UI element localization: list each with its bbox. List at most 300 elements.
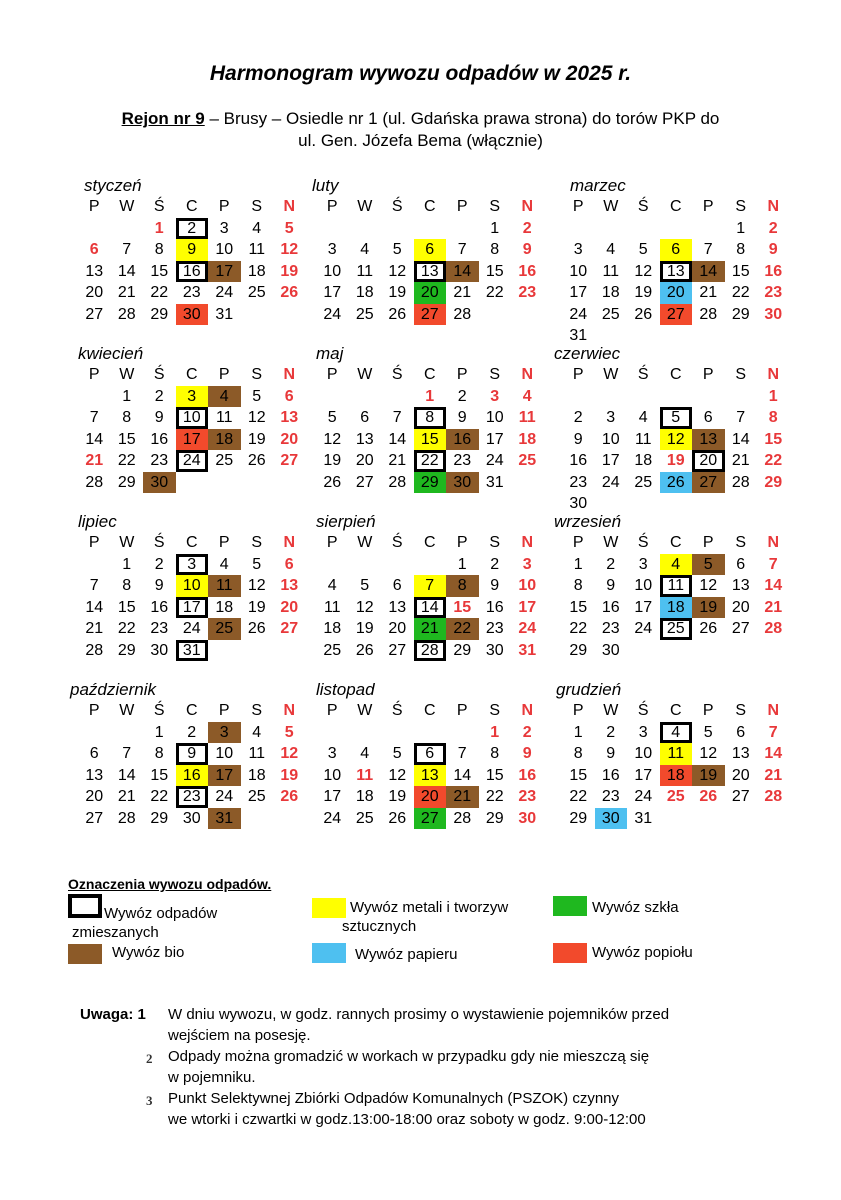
day-cell: 16	[150, 598, 169, 616]
empty-cell	[78, 722, 111, 744]
mixed-waste-label-line1: Wywóz odpadów	[104, 905, 218, 922]
day-cell: 15	[485, 262, 504, 280]
day-cell: 25	[247, 788, 266, 805]
day-cell: 21	[414, 618, 447, 640]
day-cell: 26	[280, 788, 299, 805]
weekday-header: W	[357, 534, 373, 551]
day-cell: 20	[414, 786, 447, 808]
paper-label: Wywóz papieru	[355, 946, 458, 963]
day-cell: 13	[414, 765, 447, 787]
day-cell: 2	[187, 723, 197, 741]
day-cell: 23	[601, 620, 620, 637]
weekday-header: P	[218, 702, 230, 719]
weekday-header: P	[88, 702, 100, 719]
day-cell: 25	[634, 473, 653, 491]
day-cell: 1	[490, 219, 500, 237]
empty-cell	[414, 218, 447, 240]
day-cell: 20	[388, 620, 407, 637]
day-cell: 27	[85, 809, 104, 827]
day-cell: 17	[208, 765, 241, 787]
day-cell: 19	[280, 262, 299, 280]
day-cell: 5	[392, 241, 402, 258]
day-cell: 5	[252, 387, 262, 405]
weekday-header: P	[456, 198, 468, 215]
weekday-header: N	[521, 366, 534, 383]
day-cell: 10	[176, 575, 209, 597]
day-cell: 1	[122, 387, 132, 405]
day-cell: 30	[150, 641, 169, 659]
weekday-header: W	[603, 198, 619, 215]
day-cell: 8	[768, 409, 778, 426]
day-cell: 22	[569, 788, 588, 805]
weekday-header: P	[572, 198, 584, 215]
day-cell: 7	[457, 241, 467, 258]
day-cell: 6	[414, 743, 447, 765]
empty-cell	[381, 722, 414, 744]
empty-cell	[381, 554, 414, 576]
day-cell: 30	[595, 808, 628, 830]
weekday-header: S	[251, 198, 263, 215]
empty-cell	[692, 218, 725, 240]
day-cell: 9	[522, 745, 532, 762]
day-cell: 15	[485, 766, 504, 784]
day-cell: 25	[666, 788, 685, 805]
day-cell: 7	[89, 577, 99, 594]
day-cell: 25	[660, 618, 693, 640]
day-cell: 12	[280, 241, 299, 258]
day-cell: 5	[284, 219, 294, 237]
day-cell: 26	[388, 305, 407, 323]
day-cell: 10	[601, 430, 620, 448]
note-1-line2: wejściem na posesję.	[168, 1027, 311, 1044]
month-name: maj	[316, 344, 344, 363]
empty-cell	[627, 218, 660, 240]
weekday-header: P	[326, 534, 338, 551]
day-cell: 10	[569, 262, 588, 280]
day-cell: 12	[280, 745, 299, 762]
day-cell: 5	[360, 577, 370, 594]
day-cell: 9	[154, 409, 164, 426]
weekday-header: Ś	[153, 366, 165, 383]
day-cell: 31	[569, 327, 588, 344]
weekday-header: P	[572, 534, 584, 551]
day-cell: 13	[280, 409, 299, 426]
day-cell: 21	[117, 284, 136, 301]
day-cell: 17	[485, 430, 504, 448]
weekday-header: Ś	[391, 366, 403, 383]
day-cell: 29	[764, 473, 783, 491]
weekday-header: C	[185, 702, 198, 719]
day-cell: 5	[692, 554, 725, 576]
day-cell: 28	[764, 620, 783, 637]
empty-cell	[692, 386, 725, 408]
empty-cell	[316, 554, 349, 576]
day-cell: 24	[569, 305, 588, 323]
day-cell: 23	[150, 620, 169, 637]
region-label: Rejon nr 9	[121, 109, 205, 128]
day-cell: 4	[360, 745, 370, 762]
day-cell: 31	[634, 809, 653, 827]
day-cell: 30	[143, 472, 176, 494]
day-cell: 6	[284, 387, 294, 405]
day-cell: 23	[182, 284, 201, 301]
day-cell: 21	[85, 452, 104, 469]
day-cell: 24	[323, 305, 342, 323]
month-grid	[316, 196, 544, 325]
day-cell: 25	[208, 618, 241, 640]
day-cell: 29	[453, 641, 472, 659]
day-cell: 7	[414, 575, 447, 597]
weekday-header: P	[702, 534, 714, 551]
notes-label: Uwaga: 1	[80, 1006, 146, 1023]
day-cell: 25	[355, 305, 374, 323]
day-cell: 30	[569, 495, 588, 512]
empty-cell	[111, 722, 144, 744]
day-cell: 27	[280, 452, 299, 469]
weekday-header: C	[423, 366, 436, 383]
weekday-header: P	[218, 534, 230, 551]
day-cell: 14	[453, 766, 472, 784]
weekday-header: W	[603, 534, 619, 551]
day-cell: 19	[692, 765, 725, 787]
metal-plastic-swatch	[312, 898, 346, 918]
day-cell: 25	[518, 452, 537, 469]
month-name: styczeń	[84, 176, 142, 195]
day-cell: 3	[638, 555, 648, 573]
day-cell: 15	[117, 430, 136, 448]
day-cell: 18	[518, 430, 537, 448]
day-cell: 12	[388, 262, 407, 280]
day-cell: 2	[573, 409, 583, 426]
day-cell: 18	[601, 284, 620, 301]
weekday-header: P	[88, 534, 100, 551]
day-cell: 13	[731, 745, 750, 762]
day-cell: 13	[388, 598, 407, 616]
weekday-header: P	[326, 366, 338, 383]
day-cell: 16	[176, 261, 209, 283]
day-cell: 26	[247, 452, 266, 469]
empty-cell	[381, 386, 414, 408]
day-cell: 30	[518, 809, 537, 827]
day-cell: 26	[388, 809, 407, 827]
empty-cell	[78, 218, 111, 240]
day-cell: 7	[89, 409, 99, 426]
weekday-header: W	[119, 366, 135, 383]
empty-cell	[595, 386, 628, 408]
day-cell: 21	[85, 620, 104, 637]
day-cell: 23	[764, 284, 783, 301]
day-cell: 22	[764, 452, 783, 469]
weekday-header: P	[218, 366, 230, 383]
month-name: luty	[312, 176, 339, 195]
day-cell: 7	[703, 241, 713, 258]
day-cell: 17	[601, 452, 620, 469]
day-cell: 28	[117, 809, 136, 827]
weekday-header: Ś	[637, 534, 649, 551]
empty-cell	[316, 386, 349, 408]
day-cell: 13	[85, 766, 104, 784]
day-cell: 12	[323, 430, 342, 448]
day-cell: 23	[453, 452, 472, 469]
day-cell: 15	[764, 430, 783, 448]
day-cell: 1	[425, 387, 435, 405]
day-cell: 13	[280, 577, 299, 594]
day-cell: 12	[699, 577, 718, 594]
day-cell: 22	[485, 788, 504, 805]
month-name: kwiecień	[78, 344, 144, 363]
day-cell: 19	[280, 766, 299, 784]
day-cell: 10	[323, 766, 342, 784]
day-cell: 22	[485, 284, 504, 301]
weekday-header: C	[185, 366, 198, 383]
weekday-header: S	[735, 198, 747, 215]
day-cell: 11	[208, 575, 241, 597]
day-cell: 15	[150, 262, 169, 280]
day-cell: 26	[247, 620, 266, 637]
day-cell: 3	[490, 387, 500, 405]
month-grid	[78, 364, 306, 493]
day-cell: 14	[117, 766, 136, 784]
day-cell: 8	[122, 409, 132, 426]
day-cell: 22	[150, 284, 169, 301]
day-cell: 20	[280, 430, 299, 448]
day-cell: 20	[660, 282, 693, 304]
day-cell: 18	[660, 765, 693, 787]
month-name: lipiec	[78, 512, 117, 531]
day-cell: 20	[731, 598, 750, 616]
weekday-header: C	[185, 534, 198, 551]
day-cell: 19	[388, 284, 407, 301]
weekday-header: P	[326, 702, 338, 719]
weekday-header: S	[489, 366, 501, 383]
day-cell: 15	[117, 598, 136, 616]
day-cell: 21	[388, 452, 407, 469]
weekday-header: C	[669, 534, 682, 551]
day-cell: 9	[768, 241, 778, 258]
day-cell: 7	[457, 745, 467, 762]
weekday-header: C	[669, 198, 682, 215]
day-cell: 12	[660, 429, 693, 451]
day-cell: 10	[518, 577, 537, 594]
day-cell: 11	[356, 262, 374, 280]
day-cell: 16	[601, 598, 620, 616]
weekday-header: N	[283, 702, 296, 719]
day-cell: 1	[154, 723, 164, 741]
day-cell: 8	[573, 745, 583, 762]
day-cell: 1	[573, 555, 583, 573]
day-cell: 13	[660, 261, 693, 283]
day-cell: 6	[284, 555, 294, 573]
day-cell: 18	[323, 620, 342, 637]
day-cell: 30	[446, 472, 479, 494]
day-cell: 20	[85, 284, 104, 301]
day-cell: 16	[518, 766, 537, 784]
month-name: grudzień	[556, 680, 622, 699]
day-cell: 17	[323, 284, 342, 301]
day-cell: 8	[154, 745, 164, 762]
day-cell: 7	[736, 409, 746, 426]
day-cell: 17	[323, 788, 342, 805]
day-cell: 18	[208, 429, 241, 451]
day-cell: 25	[323, 641, 342, 659]
weekday-header: P	[702, 198, 714, 215]
weekday-header: Ś	[153, 702, 165, 719]
empty-cell	[446, 218, 479, 240]
weekday-header: P	[702, 702, 714, 719]
weekday-header: S	[489, 702, 501, 719]
day-cell: 13	[731, 577, 750, 594]
month-name: listopad	[316, 680, 375, 699]
day-cell: 11	[248, 745, 266, 762]
note-3-number: 3	[146, 1093, 153, 1108]
weekday-header: Ś	[153, 534, 165, 551]
day-cell: 27	[280, 620, 299, 637]
day-cell: 29	[731, 305, 750, 323]
day-cell: 10	[485, 409, 504, 426]
day-cell: 23	[176, 786, 209, 808]
month-grid	[562, 700, 790, 829]
day-cell: 15	[453, 598, 472, 616]
day-cell: 26	[280, 284, 299, 301]
day-cell: 9	[522, 241, 532, 258]
day-cell: 24	[634, 788, 653, 805]
mixed-waste-label-line2: zmieszanych	[72, 924, 159, 941]
day-cell: 27	[388, 641, 407, 659]
day-cell: 17	[208, 261, 241, 283]
day-cell: 14	[731, 430, 750, 448]
month-name: czerwiec	[554, 344, 621, 363]
day-cell: 14	[446, 261, 479, 283]
day-cell: 1	[122, 555, 132, 573]
empty-cell	[660, 386, 693, 408]
weekday-header: N	[521, 702, 534, 719]
day-cell: 7	[122, 241, 132, 258]
empty-cell	[78, 554, 111, 576]
day-cell: 4	[360, 241, 370, 258]
day-cell: 26	[355, 641, 374, 659]
day-cell: 4	[252, 219, 262, 237]
day-cell: 27	[731, 620, 750, 637]
weekday-header: W	[603, 366, 619, 383]
day-cell: 14	[692, 261, 725, 283]
day-cell: 21	[731, 452, 750, 469]
day-cell: 6	[360, 409, 370, 426]
day-cell: 25	[355, 809, 374, 827]
day-cell: 21	[446, 786, 479, 808]
region-text-line1: – Brusy – Osiedle nr 1 (ul. Gdańska prawa strona) do torów PKP do	[204, 109, 720, 128]
weekday-header: Ś	[391, 534, 403, 551]
day-cell: 14	[414, 597, 447, 619]
paper-swatch	[312, 943, 346, 963]
day-cell: 14	[85, 430, 104, 448]
day-cell: 2	[154, 387, 164, 405]
day-cell: 6	[414, 239, 447, 261]
day-cell: 28	[388, 473, 407, 491]
day-cell: 10	[634, 577, 653, 594]
day-cell: 7	[122, 745, 132, 762]
day-cell: 4	[208, 386, 241, 408]
day-cell: 30	[176, 304, 209, 326]
day-cell: 12	[388, 766, 407, 784]
mixed-waste-swatch	[68, 894, 102, 918]
glass-label: Wywóz szkła	[592, 899, 679, 916]
day-cell: 3	[522, 555, 532, 573]
weekday-header: C	[423, 198, 436, 215]
empty-cell	[349, 554, 382, 576]
day-cell: 2	[768, 219, 778, 237]
mixed-waste-label	[72, 904, 218, 942]
weekday-header: C	[423, 534, 436, 551]
day-cell: 17	[176, 597, 209, 619]
day-cell: 13	[692, 429, 725, 451]
day-cell: 16	[518, 262, 537, 280]
weekday-header: C	[423, 702, 436, 719]
day-cell: 15	[731, 262, 750, 280]
note-1	[168, 1004, 768, 1046]
day-cell: 5	[392, 745, 402, 762]
weekday-header: S	[251, 702, 263, 719]
day-cell: 12	[247, 577, 266, 594]
day-cell: 24	[323, 809, 342, 827]
day-cell: 3	[606, 409, 616, 426]
day-cell: 26	[699, 788, 718, 805]
day-cell: 29	[150, 305, 169, 323]
day-cell: 29	[117, 641, 136, 659]
weekday-header: S	[489, 198, 501, 215]
day-cell: 3	[573, 241, 583, 258]
day-cell: 6	[660, 239, 693, 261]
weekday-header: S	[735, 366, 747, 383]
day-cell: 19	[323, 452, 342, 469]
day-cell: 15	[414, 429, 447, 451]
day-cell: 9	[176, 743, 209, 765]
weekday-header: Ś	[637, 366, 649, 383]
day-cell: 5	[284, 723, 294, 741]
day-cell: 21	[453, 284, 472, 301]
day-cell: 8	[736, 241, 746, 258]
day-cell: 12	[247, 409, 266, 426]
day-cell: 19	[355, 620, 374, 637]
day-cell: 17	[176, 429, 209, 451]
day-cell: 17	[634, 766, 653, 784]
day-cell: 21	[764, 598, 783, 616]
day-cell: 25	[247, 284, 266, 301]
day-cell: 18	[660, 597, 693, 619]
day-cell: 4	[522, 387, 532, 405]
weekday-header: W	[357, 702, 373, 719]
day-cell: 26	[699, 620, 718, 637]
weekday-header: W	[119, 534, 135, 551]
day-cell: 25	[601, 305, 620, 323]
ash-label: Wywóz popiołu	[592, 944, 693, 961]
day-cell: 14	[764, 745, 783, 762]
weekday-header: Ś	[153, 198, 165, 215]
day-cell: 30	[601, 641, 620, 659]
note-2	[168, 1046, 768, 1088]
empty-cell	[349, 386, 382, 408]
day-cell: 15	[150, 766, 169, 784]
day-cell: 11	[602, 262, 620, 280]
day-cell: 9	[573, 430, 583, 448]
note-2-line1: Odpady można gromadzić w workach w przypadku gdy nie mieszczą się	[168, 1048, 650, 1065]
day-cell: 11	[660, 743, 693, 765]
empty-cell	[660, 218, 693, 240]
day-cell: 13	[414, 261, 447, 283]
day-cell: 25	[215, 452, 234, 469]
weekday-header: N	[283, 198, 296, 215]
day-cell: 16	[150, 430, 169, 448]
day-cell: 16	[485, 598, 504, 616]
